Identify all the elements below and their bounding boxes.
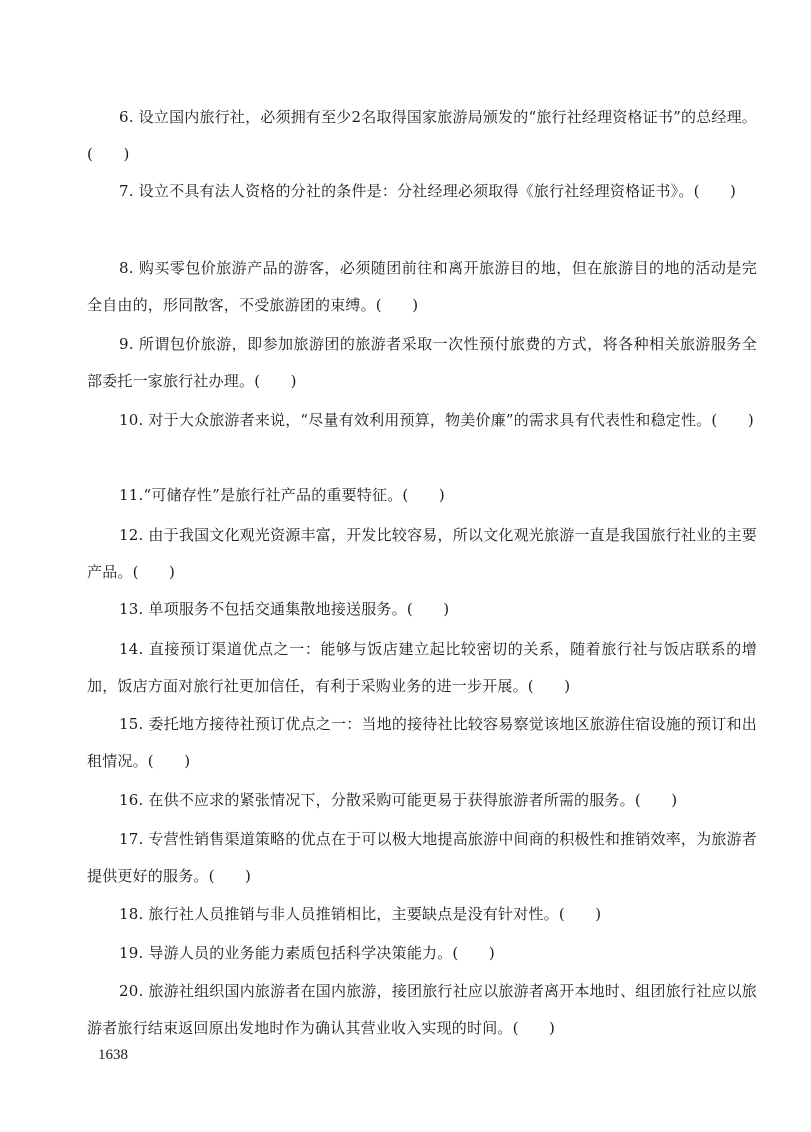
question-20: 20. 旅游社组织国内旅游者在国内旅游，接团旅行社应以旅游者离开本地时、组团旅行社应以旅游者旅行结束返回原出发地时作为确认其营业收入实现的时间。( ) — [87, 982, 757, 1037]
question-10: 10. 对于大众旅游者来说，“尽量有效利用预算，物美价廉”的需求具有代表性和稳定性。( ) — [119, 411, 754, 429]
question-8: 8. 购买零包价旅游产品的游客，必须随团前往和离开旅游目的地，但在旅游目的地的活动是完全自由的，形同散客，不受旅游团的束缚。( ) — [87, 259, 757, 314]
question-17: 17. 专营性销售渠道策略的优点在于可以极大地提高旅游中间商的积极性和推销效率，为旅游者提供更好的服务。( ) — [87, 830, 757, 885]
question-14: 14. 直接预订渠道优点之一：能够与饭店建立起比较密切的关系，随着旅行社与饭店联系的增加，饭店方面对旅行社更加信任，有利于采购业务的进一步开展。( ) — [87, 640, 757, 695]
question-19: 19. 导游人员的业务能力素质包括科学决策能力。( ) — [119, 944, 495, 962]
question-6: 6. 设立国内旅行社，必须拥有至少2名取得国家旅游局颁发的“旅行社经理资格证书”的总经理。( ) — [87, 108, 757, 163]
question-13: 13. 单项服务不包括交通集散地接送服务。( ) — [119, 600, 450, 618]
question-9: 9. 所谓包价旅游，即参加旅游团的旅游者采取一次性预付旅费的方式，将各种相关旅游服务全部委托一家旅行社办理。( ) — [87, 335, 757, 390]
question-12: 12. 由于我国文化观光资源丰富，开发比较容易，所以文化观光旅游一直是我国旅行社业的主要产品。( ) — [87, 526, 757, 581]
question-11: 11.“可储存性”是旅行社产品的重要特征。( ) — [119, 486, 445, 504]
question-7: 7. 设立不具有法人资格的分社的条件是：分社经理必须取得《旅行社经理资格证书》。( ) — [119, 182, 737, 200]
question-18: 18. 旅行社人员推销与非人员推销相比，主要缺点是没有针对性。( ) — [119, 905, 602, 923]
question-16: 16. 在供不应求的紧张情况下，分散采购可能更易于获得旅游者所需的服务。( ) — [119, 791, 678, 809]
page-number: 1638 — [98, 1047, 128, 1063]
question-15: 15. 委托地方接待社预订优点之一：当地的接待社比较容易察觉该地区旅游住宿设施的预订和出租情况。( ) — [87, 715, 757, 770]
